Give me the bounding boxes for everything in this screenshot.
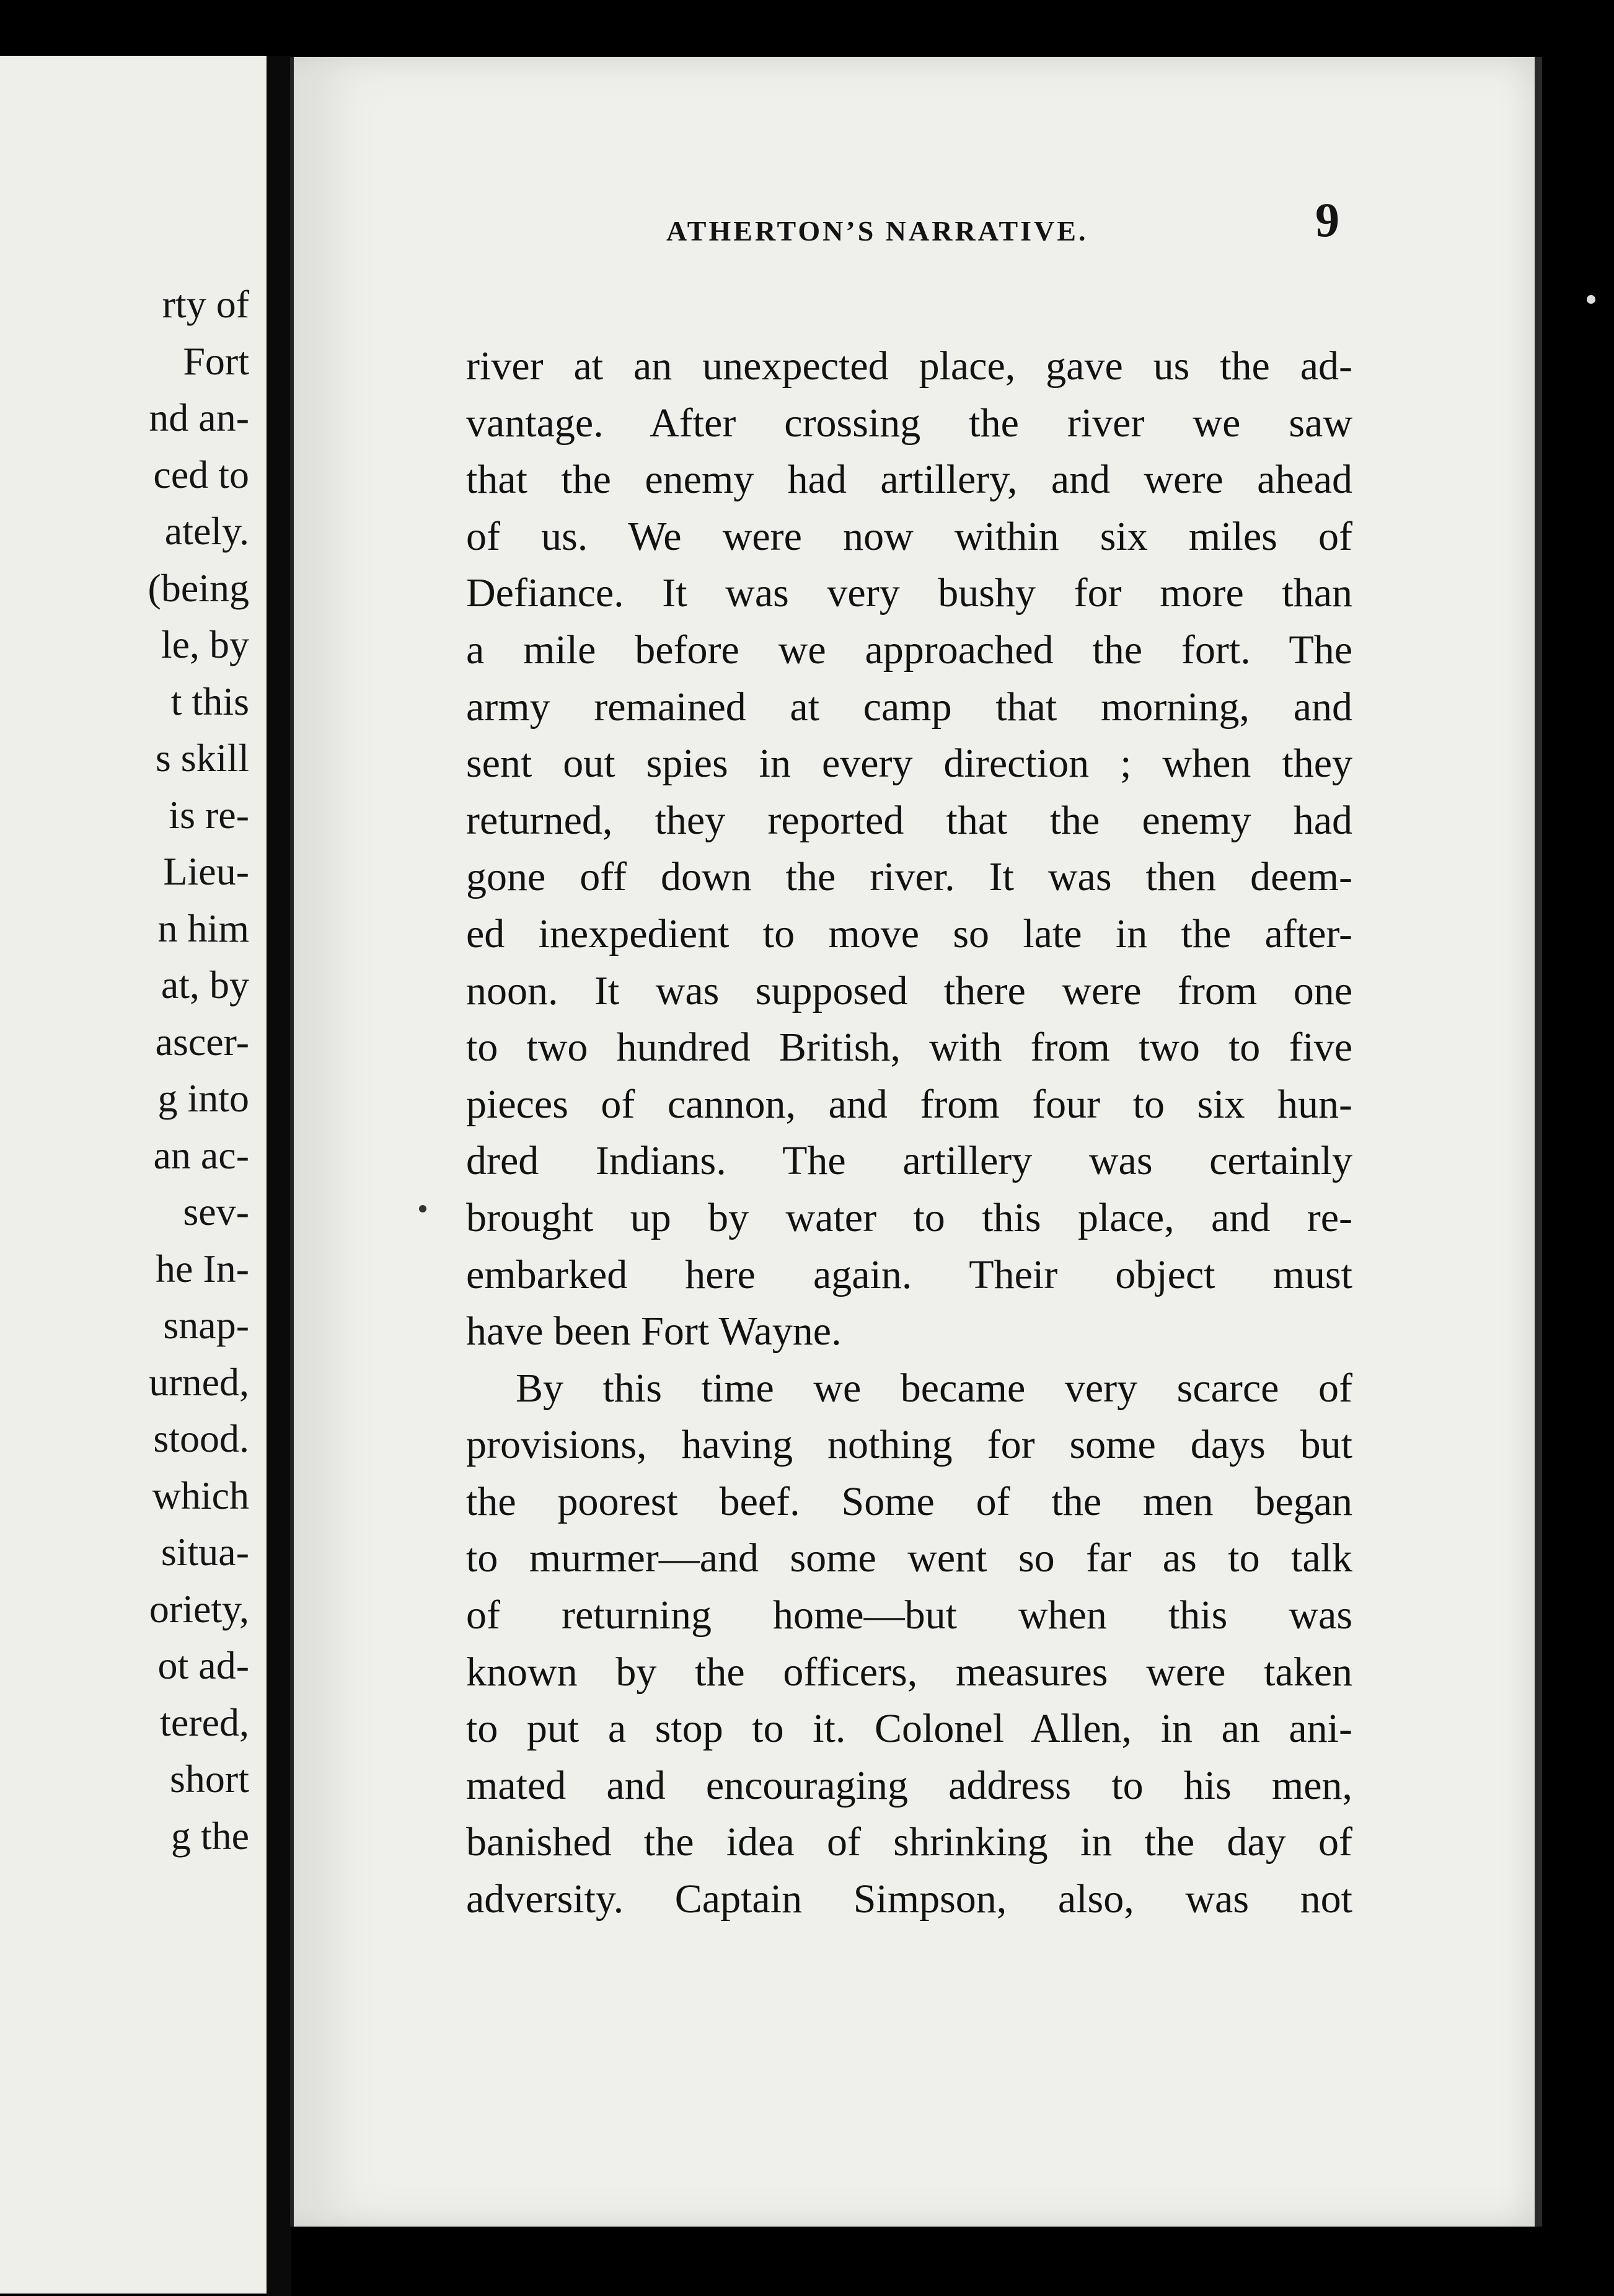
text-line: a mile before we approached the fort. The [466,627,1352,673]
left-line-fragment: which [152,1473,249,1517]
text-line: that the enemy had artillery, and were ahead [466,457,1352,503]
text-line: banished the idea of shrinking in the day of [466,1819,1352,1865]
text-line: to put a stop to it. Colonel Allen, in an ani- [466,1706,1352,1752]
left-line-fragment: short [170,1757,249,1801]
text-line: of us. We were now within six miles of [466,513,1352,559]
left-line-fragment: g into [157,1076,249,1120]
page-body-text [466,338,1352,1928]
dust-speck [1587,295,1595,304]
left-line-fragment: g the [170,1813,249,1858]
text-line: embarked here again. Their object must [466,1252,1352,1297]
left-line-fragment: situa- [161,1530,249,1574]
ink-speck [419,1205,426,1212]
text-line: Defiance. It was very bushy for more than [466,570,1352,616]
left-line-fragment: nd an- [149,395,249,439]
left-line-fragment: stood. [153,1416,249,1460]
running-head: ATHERTON’S NARRATIVE. [666,215,1088,247]
text-line: returned, they reported that the enemy had [466,797,1352,843]
text-line: brought up by water to this place, and re- [466,1194,1352,1240]
text-line: adversity. Captain Simpson, also, was not [466,1876,1352,1922]
text-line: pieces of cannon, and from four to six hun- [466,1081,1352,1127]
left-line-fragment: tered, [160,1700,249,1744]
book-gutter [267,56,291,2296]
text-line: to murmer—and some went so far as to talk [466,1535,1352,1581]
left-line-fragment: le, by [161,622,249,666]
left-line-fragment: urned, [149,1359,249,1404]
left-line-fragment: oriety, [149,1586,249,1631]
left-line-fragment: Fort [183,338,249,383]
left-line-fragment: is re- [169,792,249,837]
left-line-fragment: he In- [155,1246,249,1291]
text-line: sent out spies in every direction ; when they [466,741,1352,787]
page-header [372,192,1364,267]
text-line: the poorest beef. Some of the men began [466,1478,1352,1524]
left-line-fragment: s skill [155,736,249,780]
left-line-fragment: (being [148,565,249,610]
left-line-fragment: an ac- [153,1133,249,1177]
left-line-fragment: ascer- [155,1019,249,1064]
text-line: army remained at camp that morning, and [466,684,1352,730]
text-line: By this time we became very scarce of [516,1365,1352,1411]
text-line: river at an unexpected place, gave us the ad- [466,343,1352,389]
left-line-fragment: at, by [161,963,249,1007]
text-line: noon. It was supposed there were from one [466,968,1352,1013]
page-number: 9 [1315,193,1339,247]
text-line: to two hundred British, with from two to five [466,1025,1352,1071]
left-line-fragment: ced to [153,452,249,497]
text-line: vantage. After crossing the river we saw [466,400,1352,446]
left-line-fragment: snap- [163,1303,249,1347]
text-line: ed inexpedient to move so late in the after- [466,911,1352,956]
left-line-fragment: t this [170,679,249,723]
left-line-fragment: ot ad- [157,1643,249,1687]
text-line: known by the officers, measures were taken [466,1649,1352,1695]
left-line-fragment: n him [157,906,249,950]
text-line: provisions, having nothing for some days but [466,1422,1352,1468]
left-line-fragment: rty of [162,282,249,326]
page-edge-shadow [1535,57,1542,2227]
previous-page-text [148,276,250,1864]
text-line: gone off down the river. It was then deem- [466,854,1352,900]
text-line: have been Fort Wayne. [466,1309,842,1354]
left-line-fragment: sev- [183,1190,249,1234]
previous-page-fragment [0,56,267,2294]
left-line-fragment: Lieu- [163,849,249,893]
text-line: dred Indians. The artillery was certainly [466,1138,1352,1184]
left-line-fragment: ately. [164,509,249,553]
text-line: mated and encouraging address to his men, [466,1762,1352,1808]
text-line: of returning home—but when this was [466,1592,1352,1638]
